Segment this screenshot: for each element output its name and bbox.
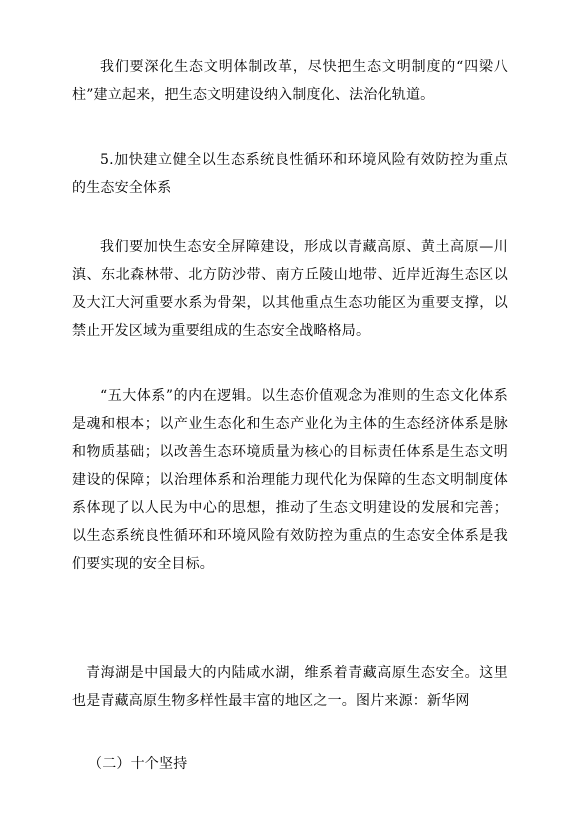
section-heading: （二）十个坚持 [88, 756, 188, 772]
paragraph-security-barrier: 我们要加快生态安全屏障建设，形成以青藏高原、黄土高原—川滇、东北森林带、北方防沙带、南方丘陵山地带、近岸近海生态区以及大江大河重要水系为骨架，以其他重点生态功能区为重要支撑，以禁止开发区域为重要组成的生态安全战略格局。 [72, 239, 508, 339]
paragraph-heading-ecological-security: 5.加快建立健全以生态系统良性循环和环境风险有效防控为重点的生态安全体系 [72, 152, 508, 196]
paragraph-institutional-reform: 我们要深化生态文明体制改革，尽快把生态文明制度的“四梁八柱”建立起来，把生态文明建设纳入制度化、法治化轨道。 [72, 59, 508, 103]
image-caption: 青海湖是中国最大的内陆咸水湖，维系着青藏高原生态安全。这里也是青藏高原生物多样性最丰富的地区之一。图片来源：新华网 [72, 665, 508, 709]
paragraph-five-systems-logic: “五大体系”的内在逻辑。以生态价值观念为准则的生态文化体系是魂和根本；以产业生态化和生态产业化为主体的生态经济体系是脉和物质基础；以改善生态环境质量为核心的目标责任体系是生态文明建设的保障；以治理体系和治理能力现代化为保障的生态文明制度体系体现了以人民为中心的思想，推动了生态文明建设的发展和完善；以生态系统良性循环和环境风险有效防控为重点的生态安全体系是我们要实现的安全目标。 [72, 388, 508, 572]
